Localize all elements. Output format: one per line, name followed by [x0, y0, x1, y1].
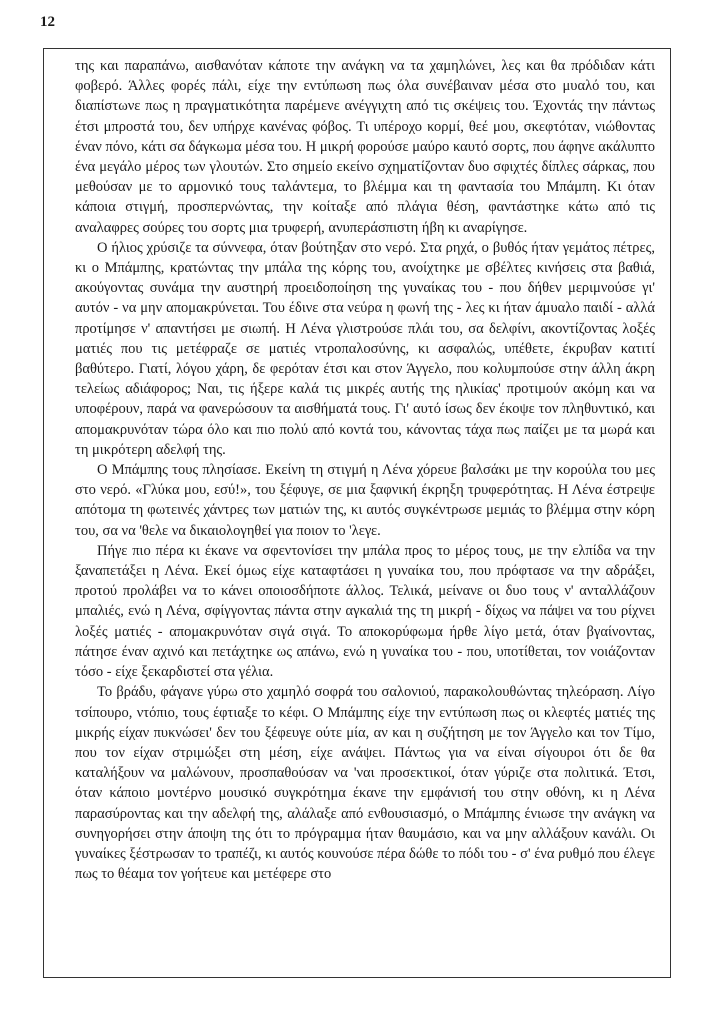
page-number: 12 — [40, 14, 55, 30]
paragraph: Το βράδυ, φάγανε γύρω στο χαμηλό σοφρά του σαλονιού, παρακολουθώντας τηλεόραση. Λίγο τσίπουρο, ντόπιο, τους έφτιαξε το κέφι. Ο Μπάμπης είχε την εντύπωση πως οι κλεφτές ματιές της μικρής είχαν πυκνώσει' δεν του ξέφευγε ούτε μία, αν και η συζήτηση με τον Άγγελο και τον Τίμο, που τον είχαν στριμώξει στη μέση, είχε ανάψει. Πάντως για να είναι σίγουροι ότι δε θα καταλήξουν να μαλώνουν, προσπαθούσαν να 'ναι προσεκτικοί, όταν γύριζε στα πολιτικά. Έτσι, όταν κάποιο μοντέρνο μουσικό συγκρότημα έκανε την εμφάνισή του στην οθόνη, κι η Λένα παρασύροντας και την αδελφή της, αλάλαξε από ενθουσιασμό, ο Μπάμπης ένιωσε την ανάγκη να συνηγορήσει στην άποψη της ότι το πρόγραμμα ήταν θαυμάσιο, και να μην αλλάξουν κανάλι. Οι γυναίκες ξέστρωσαν το τραπέζι, κι αυτός κουνούσε πέρα δώθε το πόδι του - σ' ένα ρυθμό που έλεγε πως το θέαμα τον γοήτευε και μετέφερε στο — [75, 684, 655, 883]
body-text — [75, 56, 655, 884]
paragraph: Ο ήλιος χρύσιζε τα σύννεφα, όταν βούτηξαν στο νερό. Στα ρηχά, ο βυθός ήταν γεμάτος πέτρες, κι ο Μπάμπης, κρατώντας την μπάλα της κόρης του, ανοίχτηκε με σβέλτες κινήσεις στα βαθιά, ακούγοντας συνάμα την αυστηρή προειδοποίηση της γυναίκας του - που δήθεν μεριμνούσε γι' αυτόν - να μην απομακρύνεται. Του έδινε στα νεύρα η φωνή της - λες κι ήταν άμυαλο παιδί - αλλά προτίμησε ν' απαντήσει με σιωπή. Η Λένα γλιστρούσε πλάι του, σα δελφίνι, ακοντίζοντας λοξές ματιές που τις μετέφραζε σε ματιές ντροπαλοσύνης, κι ασφαλώς, υπέθετε, έκρυβαν κατιτί βαθύτερο. Γιατί, λόγου χάρη, δε φερόταν έτσι και στον Άγγελο, που κολυμπούσε στην άλλη άκρη τελείως αδιάφορος; Ναι, τις ήξερε καλά τις μικρές αυτής της ηλικίας' προτιμούν ακόμη και να υποφέρουν, παρά να φανερώσουν τα αισθήματά τους. Γι' αυτό ίσως δεν έκοψε τον πληθυντικό, και απομακρυνόταν τώρα όλο και πιο πολύ από κοντά του, κάνοντας τάχα πως παίζει με τα μωρά και τη μικρότερη αδελφή της. — [75, 239, 655, 458]
paragraph: Πήγε πιο πέρα κι έκανε να σφεντονίσει την μπάλα προς το μέρος τους, με την ελπίδα να την ξαναπετάξει η Λένα. Εκεί όμως είχε καταφτάσει η γυναίκα του, που πρόφτασε να την αδράξει, προτού προλάβει να το κάνει οποιοσδήποτε άλλος. Τελικά, μείνανε οι δυο τους ν' ανταλλάζουν μπαλιές, ενώ η Λένα, σφίγγοντας πάντα στην αγκαλιά της τη μικρή - δίχως να πάψει να του ρίχνει λοξές ματιές - απομακρυνόταν σιγά σιγά. Το αποκορύφωμα ήρθε λίγο μετά, όταν βγαίνοντας, πάτησε έναν αχινό και πετάχτηκε ως απάνω, ενώ η γυναίκα του - που, υποτίθεται, τον νοιάζονταν τόσο - είχε ξεκαρδιστεί στα γέλια. — [75, 542, 655, 681]
paragraph: Ο Μπάμπης τους πλησίασε. Εκείνη τη στιγμή η Λένα χόρευε βαλσάκι με την κορούλα του μες στο νερό. «Γλύκα μου, εσύ!», του ξέφυγε, σε μια ξαφνική έκρηξη τρυφερότητας. Η Λένα έστρεψε απότομα τη φωτεινές χάντρες των ματιών της, κι αυτός συγκέντρωσε μεμιάς το βλέμμα στην κόρη του, σα να 'θελε να δικαιολογηθεί για ποιον το 'λεγε. — [75, 462, 655, 539]
paragraph: της και παραπάνω, αισθανόταν κάποτε την ανάγκη να τα χαμηλώνει, λες και θα πρόδιδαν κάτι φοβερό. Άλλες φορές πάλι, είχε την εντύπωση πως όλα συνέβαιναν μέσα στο μυαλό του, και διαπίστωνε πως η πραγματικότητα παρέμενε ανέγγιχτη από τις σκέψεις του. Έχοντάς την πάντως έτσι μπροστά του, δεν υπήρχε κανένας φόβος. Τι υπέροχο κορμί, θεέ μου, σκεφτόταν, νιώθοντας έναν πόνο, κάτι σα δάγκωμα μέσα του. Η μικρή φορούσε μαύρο καυτό σορτς, που άφηνε ακάλυπτο ένα μεγάλο μέρος των γλουτών. Στο σημείο εκείνο σχηματίζονταν δυο σφιχτές δίπλες σάρκας, που μεθούσαν με το αρμονικό τους ταλάντεμα, το βλέμμα και τη φαντασία του Μπάμπη. Κι όταν κάποια στιγμή, προσπερνώντας, την κοίταξε από πλάγια θέση, φαντάστηκε κάτω από τις αναλαφρες σούρες του σορτς μια τρυφερή, ανυπεράσπιστη ήβη κι αναρίγησε. — [75, 58, 655, 236]
